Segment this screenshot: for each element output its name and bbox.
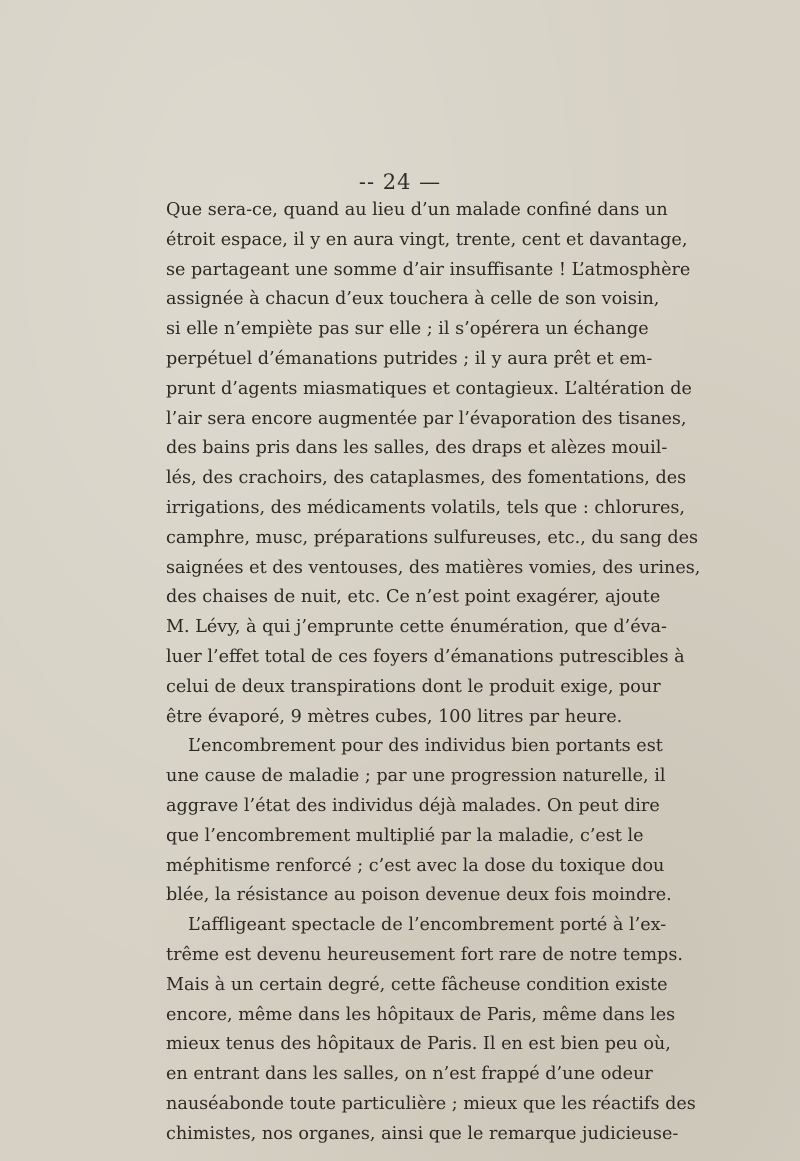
text-line: chimistes, nos organes, ainsi que le remarque judicieuse- — [166, 1123, 679, 1144]
text-line: prunt d’agents miasmatiques et contagieux. L’altération de — [166, 378, 692, 399]
text-line: méphitisme renforcé ; c’est avec la dose du toxique dou — [166, 855, 665, 876]
text-line: mieux tenus des hôpitaux de Paris. Il en est bien peu où, — [166, 1034, 671, 1055]
text-line: se partageant une somme d’air insuffisante ! L’atmosphère — [166, 259, 691, 280]
text-line: irrigations, des médicaments volatils, tels que : chlorures, — [166, 497, 686, 518]
text-line: Que sera-ce, quand au lieu d’un malade confiné dans un — [166, 200, 668, 220]
paragraph-2 — [166, 732, 672, 911]
text-line: encore, même dans les hôpitaux de Paris, même dans les — [166, 1004, 676, 1025]
paragraph-3 — [166, 911, 696, 1149]
text-line: camphre, musc, préparations sulfureuses, etc., du sang des — [166, 527, 699, 548]
text-line: luer l’effet total de ces foyers d’émanations putrescibles à — [166, 646, 685, 667]
text-line: en entrant dans les salles, on n’est frappé d’une odeur — [166, 1064, 653, 1085]
text-line: aggrave l’état des individus déjà malades. On peut dire — [166, 795, 660, 816]
text-line: Mais à un certain degré, cette fâcheuse condition existe — [166, 974, 668, 995]
text-line: blée, la résistance au poison devenue deux fois moindre. — [166, 885, 672, 906]
text-line: assignée à chacun d’eux touchera à celle de son voisin, — [166, 289, 660, 310]
text-line: lés, des crachoirs, des cataplasmes, des fomentations, des — [166, 468, 687, 489]
text-line: L’encombrement pour des individus bien portants est — [188, 736, 663, 757]
text-line: M. Lévy, à qui j’emprunte cette énumération, que d’éva- — [166, 617, 667, 638]
text-line: trême est devenu heureusement fort rare de notre temps. — [166, 944, 683, 965]
text-line: perpétuel d’émanations putrides ; il y aura prêt et em- — [166, 348, 653, 369]
text-line: une cause de maladie ; par une progression naturelle, il — [166, 766, 666, 787]
text-line: que l’encombrement multiplié par la maladie, c’est le — [166, 825, 644, 846]
text-line: des bains pris dans les salles, des draps et alèzes mouil- — [166, 438, 668, 459]
text-line: l’air sera encore augmentée par l’évaporation des tisanes, — [166, 408, 687, 429]
text-line: être évaporé, 9 mètres cubes, 100 litres par heure. — [166, 706, 623, 727]
text-line: celui de deux transpirations dont le produit exige, pour — [166, 676, 661, 697]
paragraph-1 — [166, 196, 701, 732]
text-line: étroit espace, il y en aura vingt, trente, cent et davantage, — [166, 229, 688, 250]
text-line: saignées et des ventouses, des matières vomies, des urines, — [166, 557, 701, 578]
body-text — [166, 196, 701, 1150]
text-line: L’affligeant spectacle de l’encombrement porté à l’ex- — [188, 915, 667, 936]
page-number: -- 24 — — [358, 170, 442, 194]
text-line: nauséabonde toute particulière ; mieux que les réactifs des — [166, 1093, 696, 1114]
text-line: des chaises de nuit, etc. Ce n’est point exagérer, ajoute — [166, 587, 661, 608]
text-line: si elle n’empiète pas sur elle ; il s’opérera un échange — [166, 319, 649, 340]
